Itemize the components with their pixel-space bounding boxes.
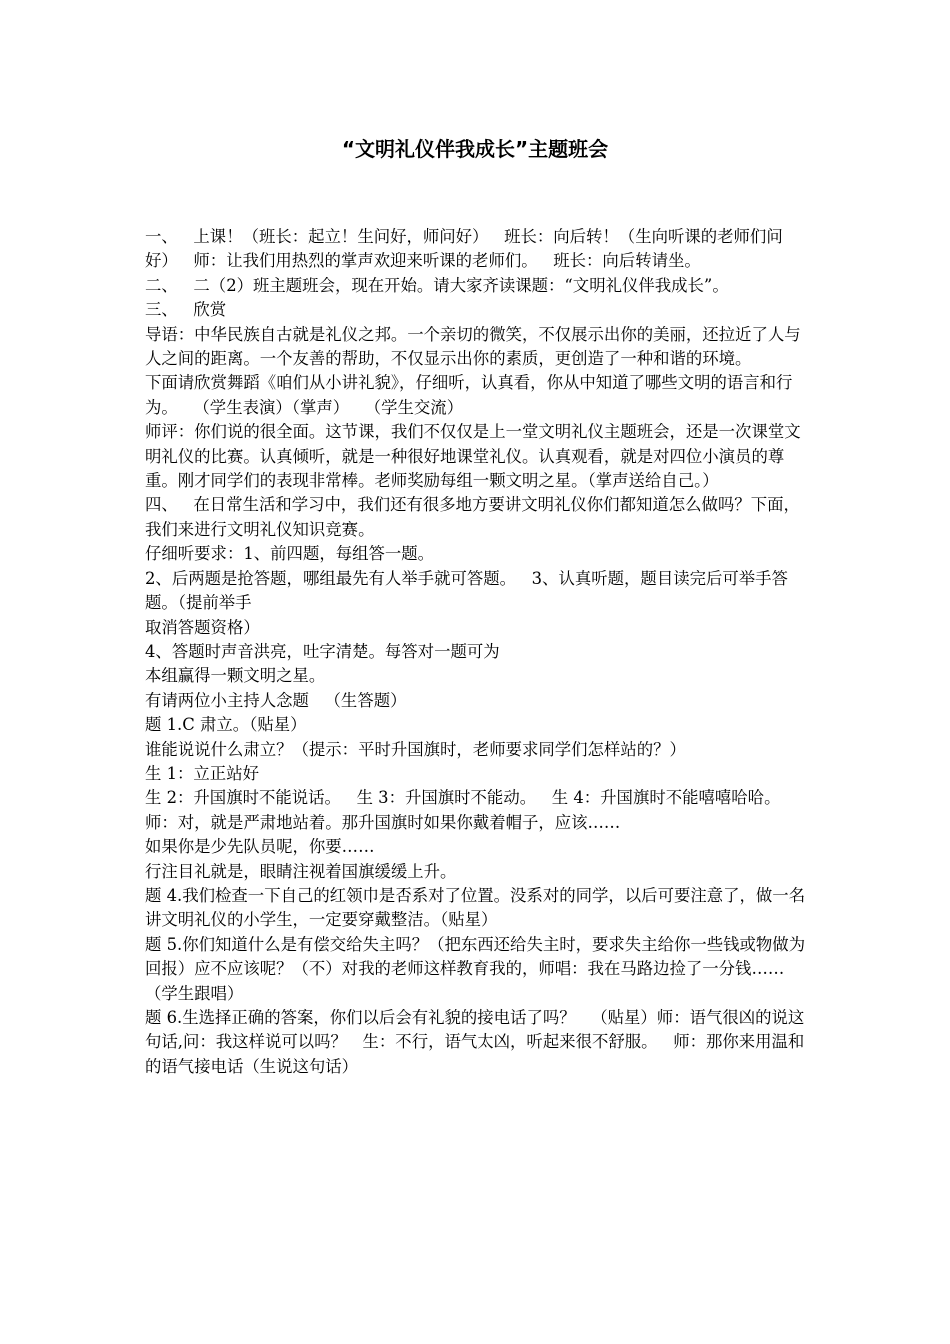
paragraph: 4、答题时声音洪亮，吐字清楚。每答对一题可为 xyxy=(145,641,500,661)
paragraph: 生 1：立正站好 xyxy=(145,763,259,783)
paragraph: 二、 二（2）班主题班会，现在开始。请大家齐读课题：“文明礼仪伴我成长”。 xyxy=(145,275,729,295)
paragraph: 三、 欣赏 xyxy=(145,300,227,320)
paragraph: 导语：中华民族自古就是礼仪之邦。一个亲切的微笑，不仅展示出你的美丽，还拉近了人与人之间的距离。一个友善的帮助，不仅显示出你的素质，更创造了一种和谐的环境。 xyxy=(145,324,801,369)
paragraph: 2、后两题是抢答题，哪组最先有人举手就可答题。 3、认真听题，题目读完后可举手答题。（提前举手 xyxy=(145,568,788,613)
paragraph: 下面请欣赏舞蹈《咱们从小讲礼貌》，仔细听，认真看，你从中知道了哪些文明的语言和行为。 （学生表演）（掌声） （学生交流） xyxy=(145,373,793,417)
paragraph: 一、 上课！（班长：起立！生问好，师问好） 班长：向后转！（生向听课的老师们问好） 师：让我们用热烈的掌声欢迎来听课的老师们。 班长：向后转请坐。 xyxy=(145,227,783,271)
paragraph: 行注目礼就是，眼睛注视着国旗缓缓上升。 xyxy=(145,861,457,881)
paragraph: 师评：你们说的很全面。这节课，我们不仅仅是上一堂文明礼仪主题班会，还是一次课堂文明礼仪的比赛。认真倾听，就是一种很好地课堂礼仪。认真观看，就是对四位小演员的尊重。刚才同学们的表现非常棒。老师奖励每组一颗文明之星。（掌声送给自己。） xyxy=(145,422,801,491)
document-title: “文明礼仪伴我成长”主题班会 xyxy=(341,137,609,161)
document-body xyxy=(145,225,810,1079)
paragraph: 有请两位小主持人念题 （生答题） xyxy=(145,690,407,710)
paragraph: 题 6.生选择正确的答案，你们以后会有礼貌的接电话了吗？ （贴星）师：语气很凶的说这句话,问：我这样说可以吗？ 生：不行，语气太凶，听起来很不舒服。 师：那你来用温和的语气接电话（生说这句话） xyxy=(145,1008,805,1076)
paragraph: 如果你是少先队员呢，你要…… xyxy=(145,837,375,857)
paragraph: 谁能说说什么肃立？（提示：平时升国旗时，老师要求同学们怎样站的？） xyxy=(145,739,686,759)
paragraph: 师：对，就是严肃地站着。那升国旗时如果你戴着帽子，应该…… xyxy=(145,812,621,832)
paragraph: 仔细听要求：1、前四题，每组答一题。 xyxy=(145,544,435,564)
paragraph: 生 2：升国旗时不能说话。 生 3：升国旗时不能动。 生 4：升国旗时不能嘻嘻哈哈。 xyxy=(145,788,781,808)
paragraph: 本组赢得一颗文明之星。 xyxy=(145,666,326,686)
paragraph: 题 4.我们检查一下自己的红领巾是否系对了位置。没系对的同学，以后可要注意了，做一名讲文明礼仪的小学生，一定要穿戴整洁。（贴星） xyxy=(145,885,806,930)
paragraph: 取消答题资格） xyxy=(145,617,260,637)
paragraph: 题 5.你们知道什么是有偿交给失主吗？（把东西还给失主时，要求失主给你一些钱或物做为回报）应不应该呢？（不）对我的老师这样教育我的，师唱：我在马路边捡了一分钱……（学生跟唱） xyxy=(145,934,806,1003)
paragraph: 题 1.C 肃立。（贴星） xyxy=(145,715,307,735)
paragraph: 四、 在日常生活和学习中，我们还有很多地方要讲文明礼仪你们都知道怎么做吗？下面，我们来进行文明礼仪知识竞赛。 xyxy=(145,495,800,539)
